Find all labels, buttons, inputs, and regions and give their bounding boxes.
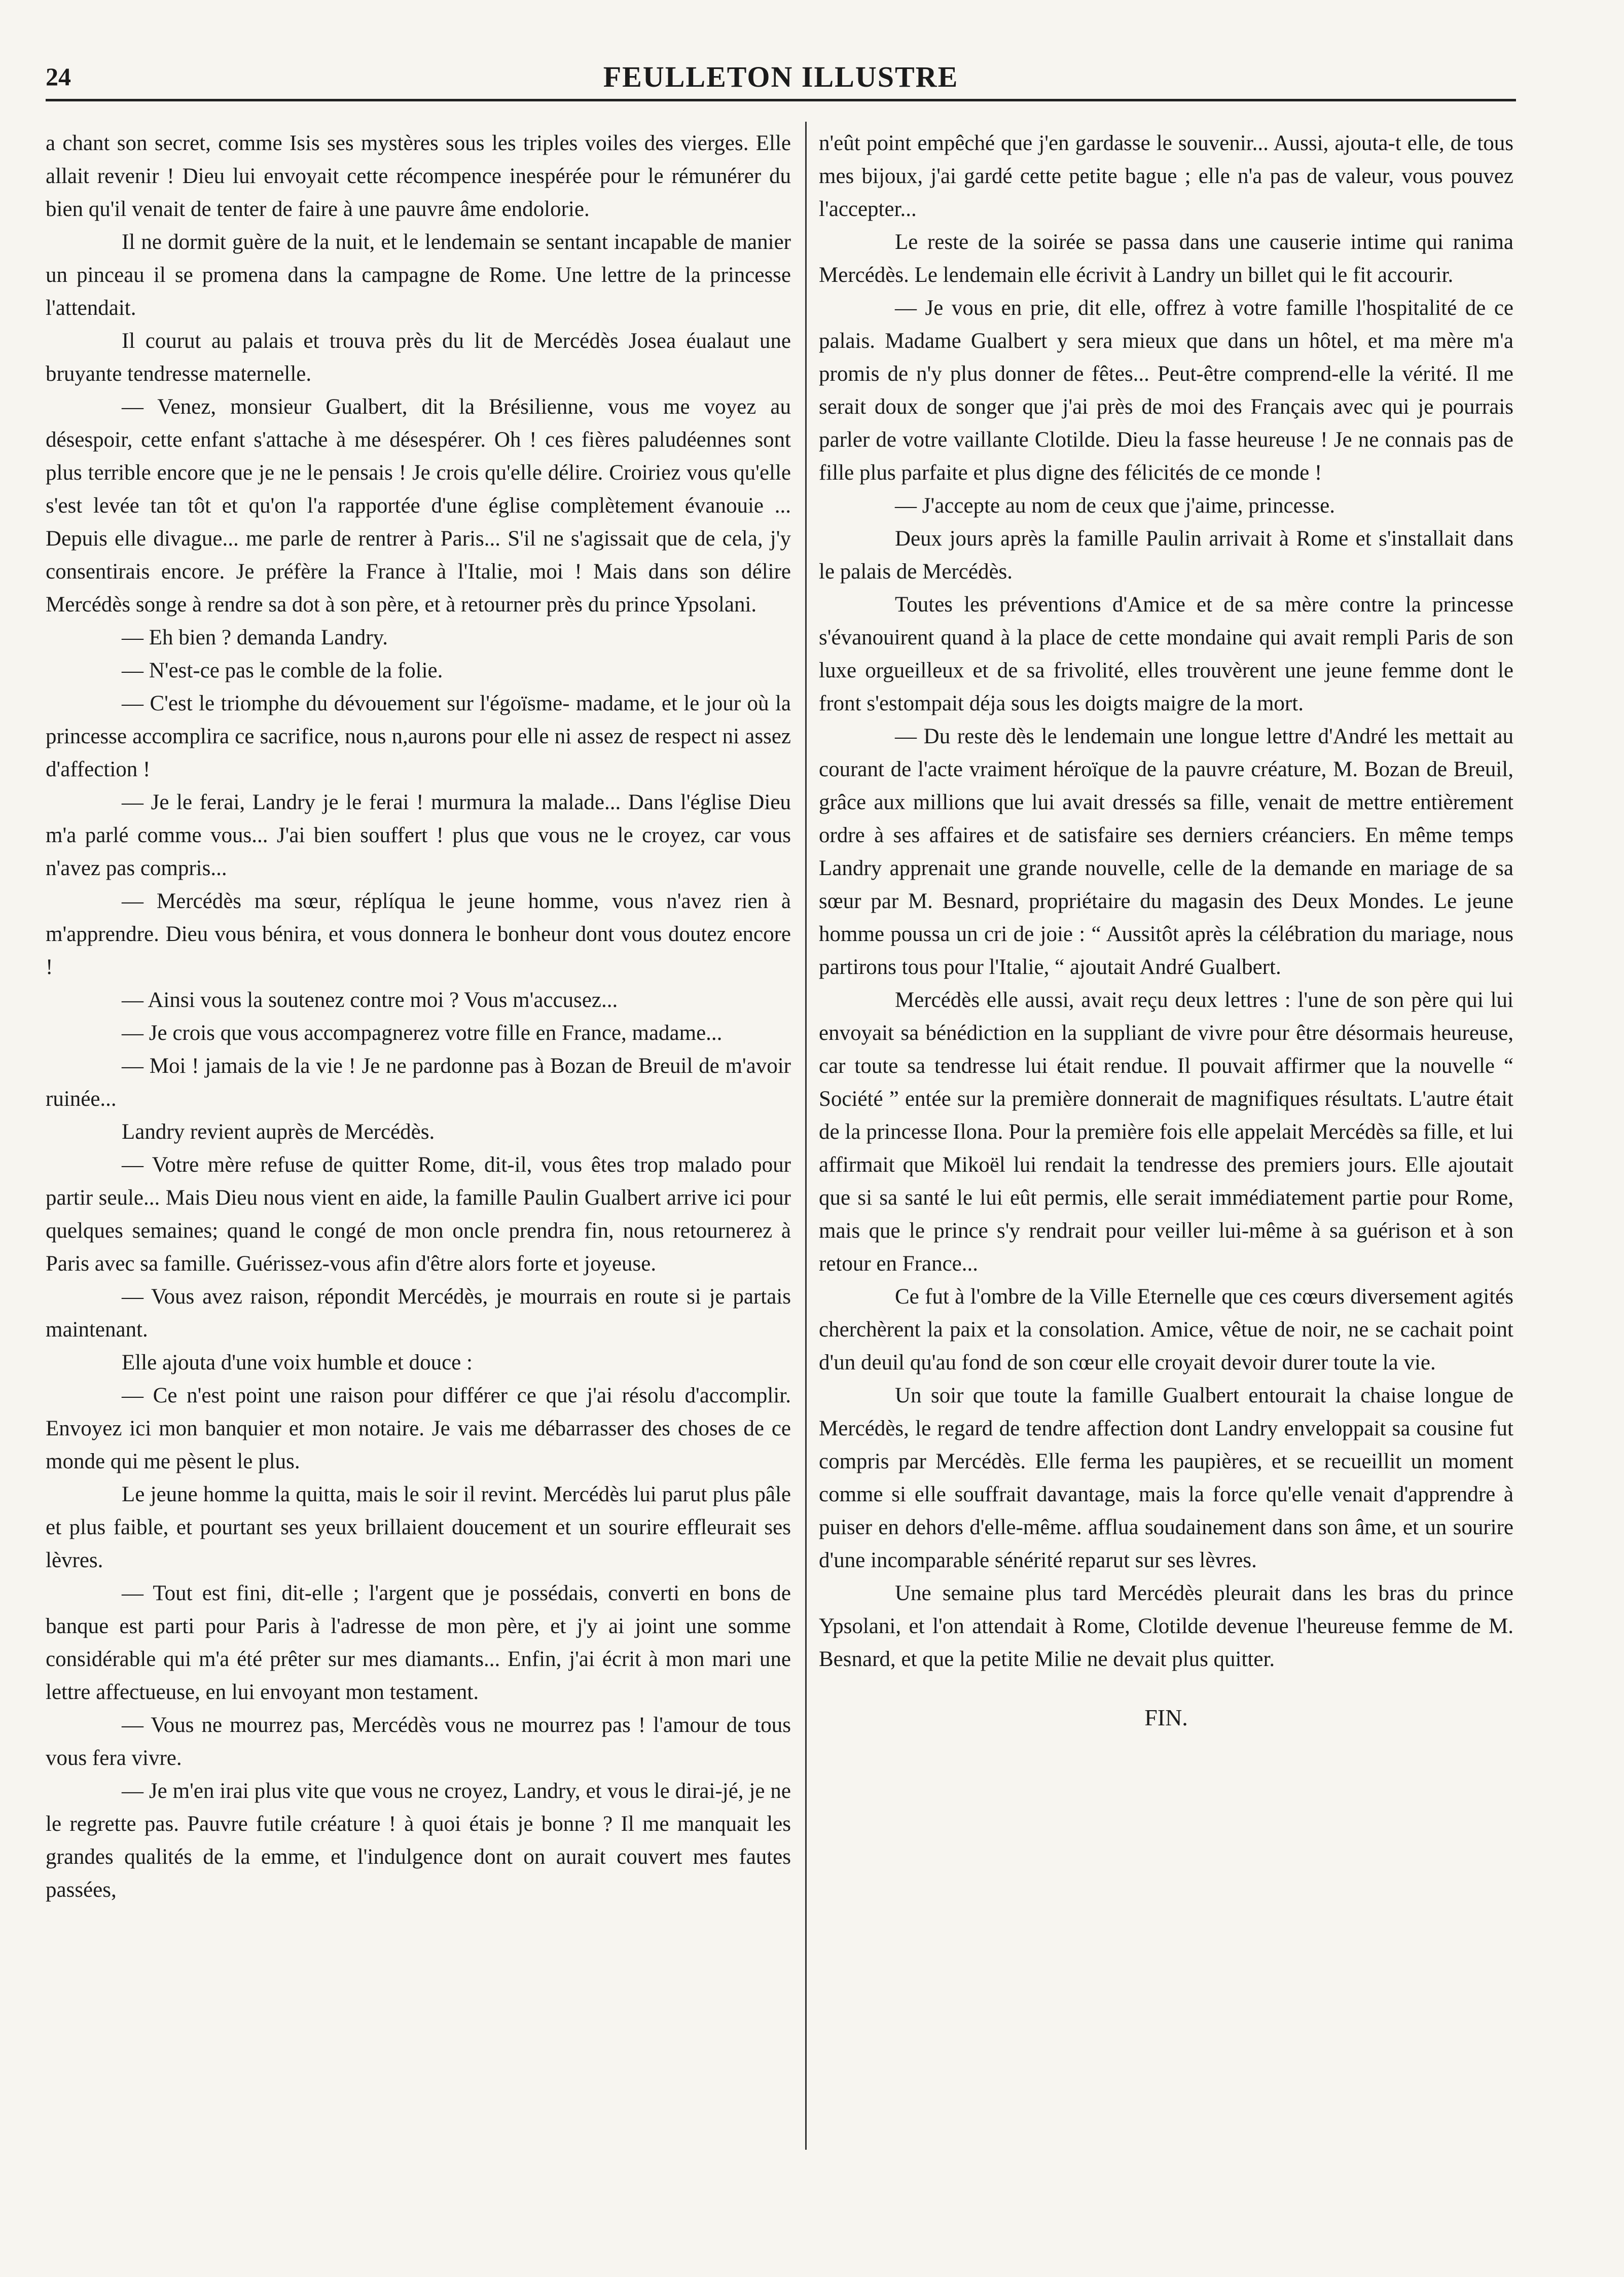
paragraph: Ce fut à l'ombre de la Ville Eternelle que ces cœurs diversement agités cherchèrent la paix et la consolation. Amice, vêtue de noir, ne se cachait point d'un deuil qu'au fond de son cœur elle croyait devoir durer toute la vie. bbox=[819, 1285, 1513, 1375]
paragraph: — Je vous en prie, dit elle, offrez à votre famille l'hospitalité de ce palais. Madame Gualbert y sera mieux que dans un hôtel, et ma mère m'a promis de n'y plus donner de fêtes... Peut-être comprend-elle la vérité. Il me serait doux de songer que j'ai près de moi des Français avec qui je pourrais parler de votre vaillante Clotilde. Dieu la fasse heureuse ! Je ne connais pas de fille plus parfaite et plus digne des félicités de ce monde ! bbox=[819, 296, 1513, 485]
paragraph: — J'accepte au nom de ceux que j'aime, princesse. bbox=[895, 494, 1335, 518]
paragraph: Toutes les préventions d'Amice et de sa mère contre la princesse s'évanouirent quand à la place de cette mondaine qui avait rempli Paris de son luxe orgueilleux et de sa frivolité, elles trouvèrent une jeune femme dont le front s'estompait déja sous les doigts maigre de la mort. bbox=[819, 593, 1513, 715]
paragraph: — Tout est fini, dit-elle ; l'argent que je possédais, converti en bons de banque est parti pour Paris à l'adresse de mon père, et j'y ai joint une somme considérable qui m'a été prêter sur mes diamants... Enfin, j'ai écrit à mon mari une lettre affectueuse, en lui envoyant mon testament. bbox=[46, 1581, 791, 1704]
paragraph: Deux jours après la famille Paulin arrivait à Rome et s'installait dans le palais de Mercédès. bbox=[819, 527, 1513, 584]
paragraph: — Moi ! jamais de la vie ! Je ne pardonne pas à Bozan de Breuil de m'avoir ruinée... bbox=[46, 1054, 791, 1111]
end-mark: FIN. bbox=[1144, 1705, 1188, 1730]
paragraph: — Votre mère refuse de quitter Rome, dit-il, vous êtes trop malado pour partir seule... Mais Dieu nous vient en aide, la famille Paulin Gualbert arrive ici pour quelques semaines; quand le congé de mon oncle prendra fin, nous retournerez à Paris avec sa famille. Guérissez-vous afin d'être alors forte et joyeuse. bbox=[46, 1153, 791, 1276]
paragraph: — Du reste dès le lendemain une longue lettre d'André les mettait au courant de l'acte vraiment héroïque de la pauvre créature, M. Bozan de Breuil, grâce aux millions que lui avait dressés sa fille, venait de mettre entièrement ordre à ses affaires et de satisfaire ses derniers créanciers. En même temps Landry apprenait une grande nouvelle, celle de la demande en mariage de sa sœur par M. Besnard, propriétaire du magasin des Deux Mondes. Le jeune homme poussa un cri de joie : “ Aussitôt après la célébration du mariage, nous partirons tous pour l'Italie, “ ajoutait André Gualbert. bbox=[819, 725, 1513, 979]
paragraph: Le reste de la soirée se passa dans une causerie intime qui ranima Mercédès. Le lendemain elle écrivit à Landry un billet qui le fit accourir. bbox=[819, 230, 1513, 287]
header-rule bbox=[46, 99, 1516, 101]
paragraph: — Vous ne mourrez pas, Mercédès vous ne mourrez pas ! l'amour de tous vous fera vivre. bbox=[46, 1713, 791, 1770]
paragraph: — N'est-ce pas le comble de la folie. bbox=[122, 659, 443, 682]
paragraph: Mercédès elle aussi, avait reçu deux lettres : l'une de son père qui lui envoyait sa bénédiction en la suppliant de vivre pour être désormais heureuse, car toute sa tendresse lui était rendue. Il pouvait affirmer que la nouvelle “ Société ” entée sur la première donnerait de magnifiques résultats. L'autre était de la princesse Ilona. Pour la première fois elle appelait Mercédès sa fille, et lui affirmait que Mikoël lui rendait la tendresse des premiers jours. Elle ajoutait que si sa santé le lui eût permis, elle serait immédiatement partie pour Rome, mais que le prince s'y rendrait pour veiller lui-même à sa guérison et à son retour en France... bbox=[819, 988, 1513, 1276]
paragraph: — Ainsi vous la soutenez contre moi ? Vous m'accusez... bbox=[122, 988, 618, 1012]
paragraph: Un soir que toute la famille Gualbert entourait la chaise longue de Mercédès, le regard de tendre affection dont Landry enveloppait sa cousine fut compris par Mercédès. Elle ferma les paupières, et se recueillit un moment comme si elle souffrait davantage, mais la force qu'elle venait d'apprendre à puiser en dehors d'elle-même. afflua soudainement dans son âme, et un sourire d'une incomparable sénérité reparut sur ses lèvres. bbox=[819, 1384, 1513, 1572]
page-number: 24 bbox=[46, 62, 71, 91]
paragraph: Landry revient auprès de Mercédès. bbox=[122, 1120, 435, 1144]
running-title: FEULLETON ILLUSTRE bbox=[603, 60, 959, 93]
paragraph: — Vous avez raison, répondit Mercédès, je mourrais en route si je partais maintenant. bbox=[46, 1285, 791, 1342]
paragraph: a chant son secret, comme Isis ses mystères sous les triples voiles des vierges. Elle allait revenir ! Dieu lui envoyait cette récompence inespérée pour le rémunérer du bien qu'il venait de tenter de faire à une pauvre âme endolorie. bbox=[46, 131, 791, 221]
paragraph: Il courut au palais et trouva près du lit de Mercédès Josea éualaut une bruyante tendresse maternelle. bbox=[46, 329, 791, 386]
left-column bbox=[46, 127, 791, 1906]
paragraph: — Je le ferai, Landry je le ferai ! murmura la malade... Dans l'église Dieu m'a parlé comme vous... J'ai bien souffert ! plus que vous ne le croyez, car vous n'avez pas compris... bbox=[46, 790, 791, 880]
paragraph: — Ce n'est point une raison pour différer ce que j'ai résolu d'accomplir. Envoyez ici mon banquier et mon notaire. Je vais me débarrasser des choses de ce monde qui me pèsent le plus. bbox=[46, 1384, 791, 1473]
paragraph: n'eût point empêché que j'en gardasse le souvenir... Aussi, ajouta-t elle, de tous mes bijoux, j'ai gardé cette petite bague ; elle n'a pas de valeur, vous pouvez l'accepter... bbox=[819, 131, 1513, 221]
paragraph: — Je m'en irai plus vite que vous ne croyez, Landry, et vous le dirai-jé, je ne le regrette pas. Pauvre futile créature ! à quoi étais je bonne ? Il me manquait les grandes qualités de la emme, et l'indulgence dont on aurait couvert mes fautes passées, bbox=[46, 1779, 791, 1902]
paragraph: — Je crois que vous accompagnerez votre fille en France, madame... bbox=[122, 1021, 723, 1045]
paragraph: Une semaine plus tard Mercédès pleurait dans les bras du prince Ypsolani, et l'on attendait à Rome, Clotilde devenue l'heureuse femme de M. Besnard, et que la petite Milie ne devait plus quitter. bbox=[819, 1581, 1513, 1671]
page-header bbox=[46, 56, 1516, 101]
paragraph: — C'est le triomphe du dévouement sur l'égoïsme- madame, et le jour où la princesse accomplira ce sacrifice, nous n,aurons pour elle ni assez de respect ni assez d'affection ! bbox=[46, 692, 791, 781]
paragraph: — Mercédès ma sœur, réplíqua le jeune homme, vous n'avez rien à m'apprendre. Dieu vous bénira, et vous donnera le bonheur dont vous doutez encore ! bbox=[46, 889, 791, 979]
paragraph: Il ne dormit guère de la nuit, et le lendemain se sentant incapable de manier un pinceau il se promena dans la campagne de Rome. Une lettre de la princesse l'attendait. bbox=[46, 230, 791, 320]
paragraph: — Eh bien ? demanda Landry. bbox=[122, 626, 388, 649]
paragraph: Elle ajouta d'une voix humble et douce : bbox=[122, 1351, 473, 1375]
column-divider bbox=[805, 122, 807, 2150]
paragraph: Le jeune homme la quitta, mais le soir il revint. Mercédès lui parut plus pâle et plus faible, et pourtant ses yeux brillaient doucement et un sourire effleurait ses lèvres. bbox=[46, 1483, 791, 1572]
paragraph: — Venez, monsieur Gualbert, dit la Brésilienne, vous me voyez au désespoir, cette enfant s'attache à me désespérer. Oh ! ces fières paludéennes sont plus terrible encore que je ne le pensais ! Je crois qu'elle délire. Croiriez vous qu'elle s'est levée tan tôt et qu'on l'a rapportée d'une église complètement évanouie ... Depuis elle divague... me parle de rentrer à Paris... S'il ne s'agissait que de cela, j'y consentirais encore. Je préfère la France à l'Italie, moi ! Mais dans son délire Mercédès songe à rendre sa dot à son père, et à retourner près du prince Ypsolani. bbox=[46, 395, 791, 617]
right-column bbox=[819, 127, 1513, 1734]
